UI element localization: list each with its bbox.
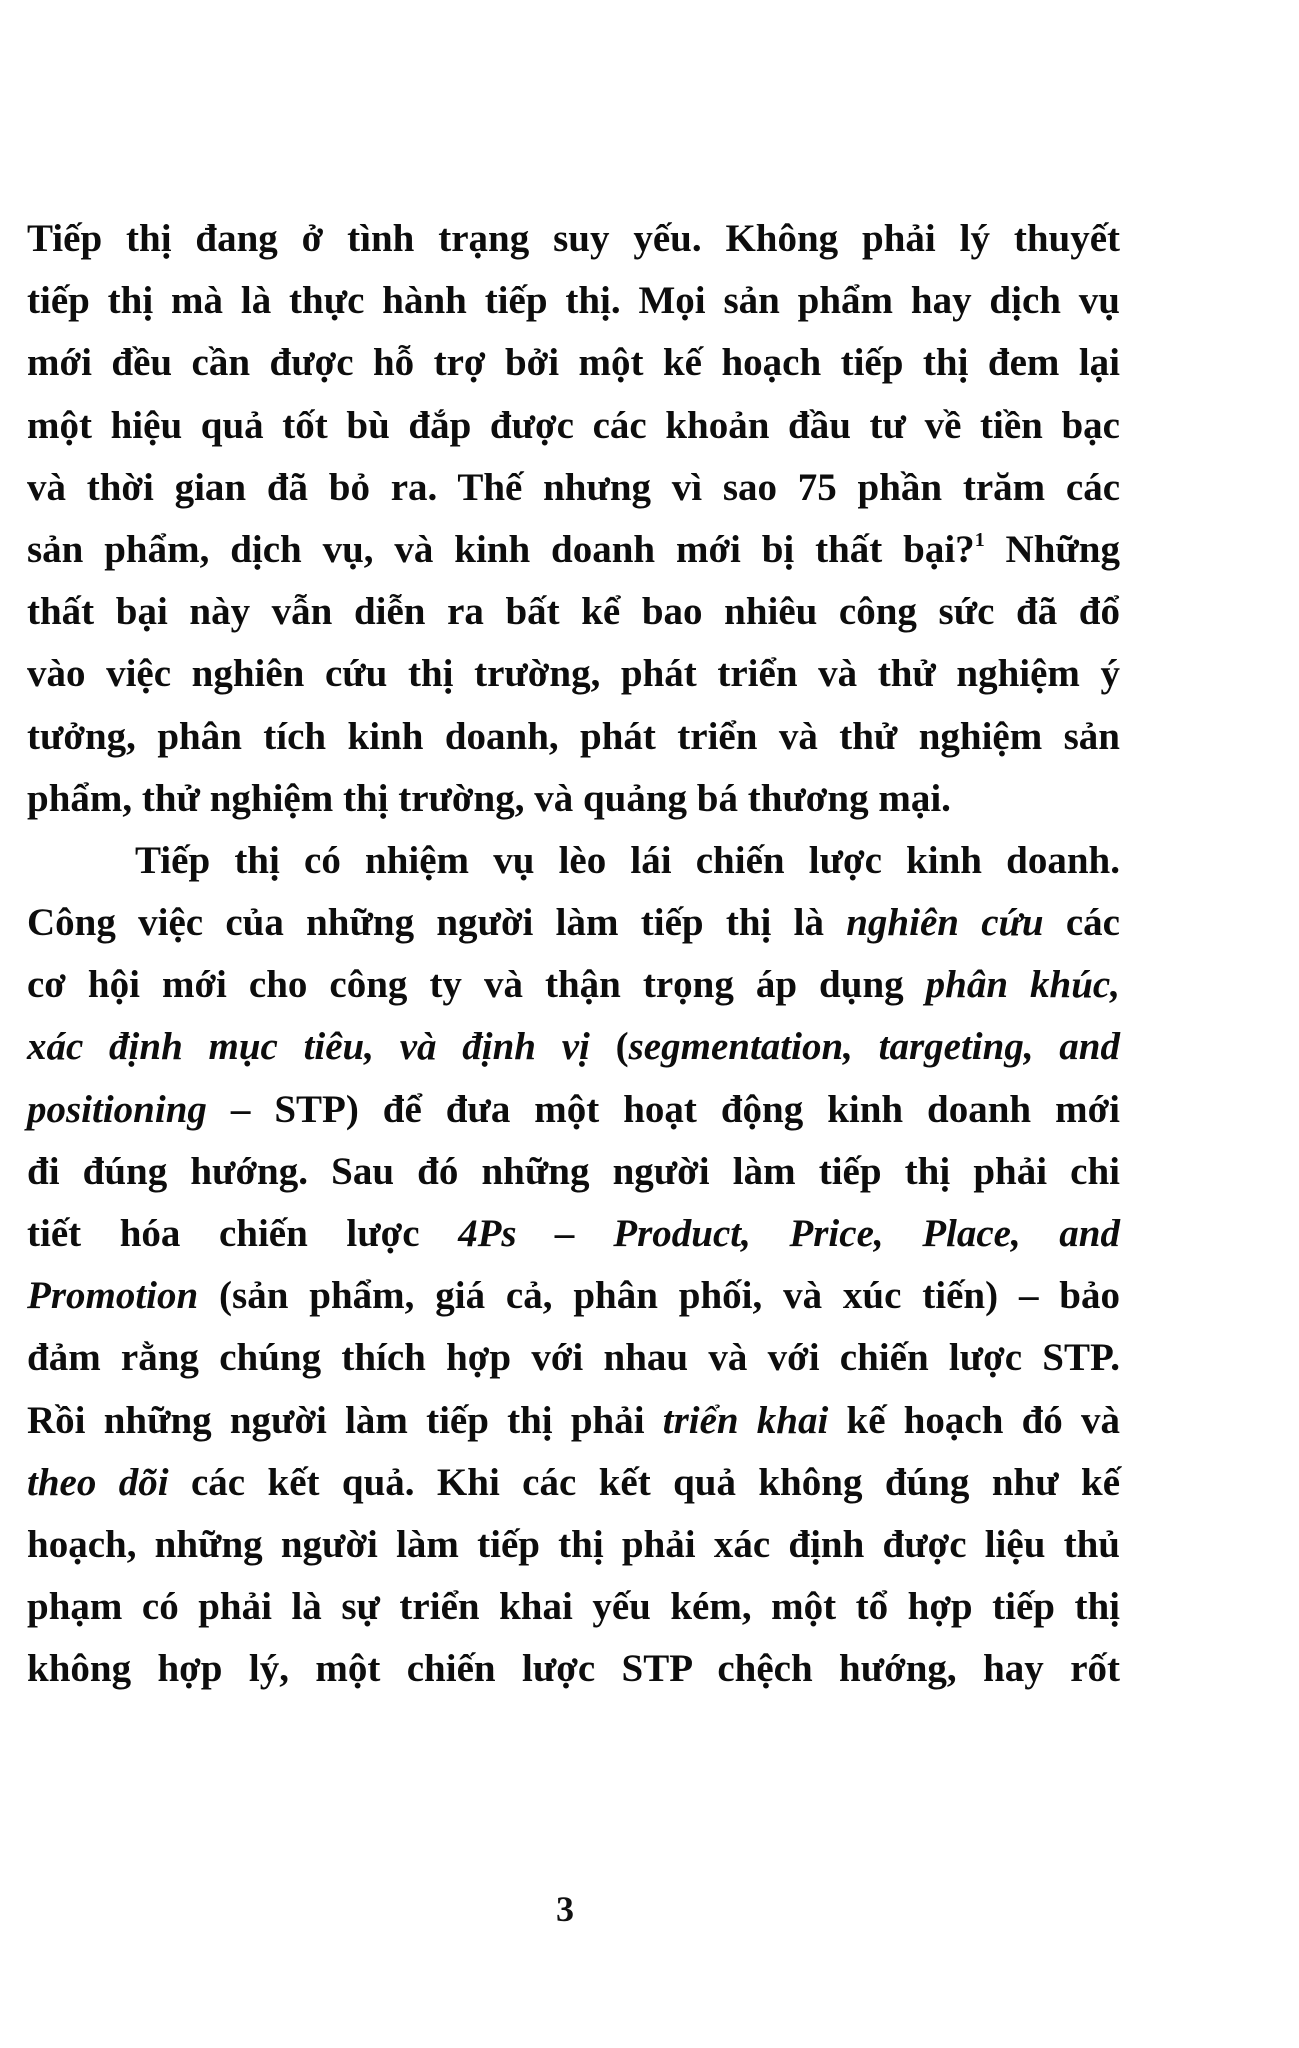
text-run: Tiếp thị có nhiệm vụ lèo lái chiến lược kinh doanh. [135, 838, 1120, 882]
text-run: mới đều cần được hỗ trợ bởi một kế hoạch tiếp thị đem lại [27, 341, 1120, 385]
italic-term: phân khúc, [925, 963, 1120, 1007]
italic-term: segmentation, targeting, and [628, 1025, 1120, 1069]
body-text [27, 208, 1120, 1701]
text-run: – STP) để đưa một hoạt động kinh doanh mới [206, 1087, 1120, 1131]
text-run: thất bại này vẫn diễn ra bất kể bao nhiêu công sức đã đổ [27, 590, 1120, 634]
text-line [27, 519, 1120, 581]
text-line [27, 1265, 1120, 1327]
text-run: Công việc của những người làm tiếp thị là [27, 901, 847, 945]
text-line [27, 581, 1120, 643]
italic-term: positioning [27, 1087, 207, 1131]
text-run: Tiếp thị đang ở tình trạng suy yếu. Không phải lý thuyết [27, 217, 1120, 260]
text-line [27, 1203, 1120, 1265]
italic-term: theo dõi [27, 1460, 169, 1504]
text-run: ( [589, 1025, 629, 1069]
text-run: phạm có phải là sự triển khai yếu kém, một tổ hợp tiếp thị [27, 1585, 1120, 1629]
text-line [27, 395, 1120, 457]
text-run: hoạch, những người làm tiếp thị phải xác định được liệu thủ [27, 1522, 1120, 1566]
text-run: cơ hội mới cho công ty và thận trọng áp dụng [27, 963, 926, 1007]
text-line [27, 892, 1120, 954]
text-run: tưởng, phân tích kinh doanh, phát triển và thử nghiệm sản [27, 714, 1120, 758]
text-run: vào việc nghiên cứu thị trường, phát triển và thử nghiệm ý [27, 652, 1120, 696]
text-line [27, 1390, 1120, 1452]
text-line [27, 208, 1120, 270]
text-run: tiếp thị mà là thực hành tiếp thị. Mọi sản phẩm hay dịch vụ [27, 279, 1120, 323]
text-run: và thời gian đã bỏ ra. Thế nhưng vì sao 75 phần trăm các [27, 465, 1120, 509]
italic-term: nghiên cứu [846, 901, 1044, 945]
text-run: sản phẩm, dịch vụ, và kinh doanh mới bị thất bại? [27, 527, 975, 571]
text-line [27, 1079, 1120, 1141]
text-run: không hợp lý, một chiến lược STP chệch hướng, hay rốt [27, 1647, 1120, 1691]
text-run: các kết quả. Khi các kết quả không đúng như kế [168, 1460, 1120, 1504]
text-line [27, 457, 1120, 519]
text-line [27, 1327, 1120, 1389]
text-run: tiết hóa chiến lược [27, 1212, 459, 1255]
text-line [27, 1514, 1120, 1576]
text-line [27, 1141, 1120, 1203]
text-line [27, 332, 1120, 394]
text-run: một hiệu quả tốt bù đắp được các khoản đầu tư về tiền bạc [27, 403, 1120, 447]
text-run: các [1043, 901, 1120, 945]
text-run: kế hoạch đó và [828, 1398, 1120, 1442]
text-line [27, 706, 1120, 768]
text-line [27, 1576, 1120, 1638]
text-line [27, 1016, 1120, 1078]
text-line [27, 768, 1120, 830]
text-line [27, 643, 1120, 705]
text-line [27, 1452, 1120, 1514]
italic-term: xác định mục tiêu, và định vị [27, 1025, 590, 1069]
text-run: Rồi những người làm tiếp thị phải [27, 1398, 663, 1442]
text-line [27, 270, 1120, 332]
footnote-marker: 1 [974, 528, 985, 551]
italic-term: 4Ps – Product, Price, Place, and [458, 1212, 1121, 1255]
text-line [27, 1638, 1120, 1700]
text-run: phẩm, thử nghiệm thị trường, và quảng bá thương mại. [27, 776, 951, 820]
text-run: đi đúng hướng. Sau đó những người làm tiếp thị phải chi [27, 1149, 1120, 1193]
italic-term: triển khai [662, 1398, 829, 1442]
text-run: (sản phẩm, giá cả, phân phối, và xúc tiến) – bảo [198, 1274, 1120, 1318]
italic-term: Promotion [27, 1274, 199, 1318]
text-line [27, 830, 1120, 892]
text-run: Những [984, 527, 1120, 571]
text-line [27, 954, 1120, 1016]
page-number: 3 [556, 1889, 574, 1929]
text-run: đảm rằng chúng thích hợp với nhau và với chiến lược STP. [27, 1336, 1120, 1380]
